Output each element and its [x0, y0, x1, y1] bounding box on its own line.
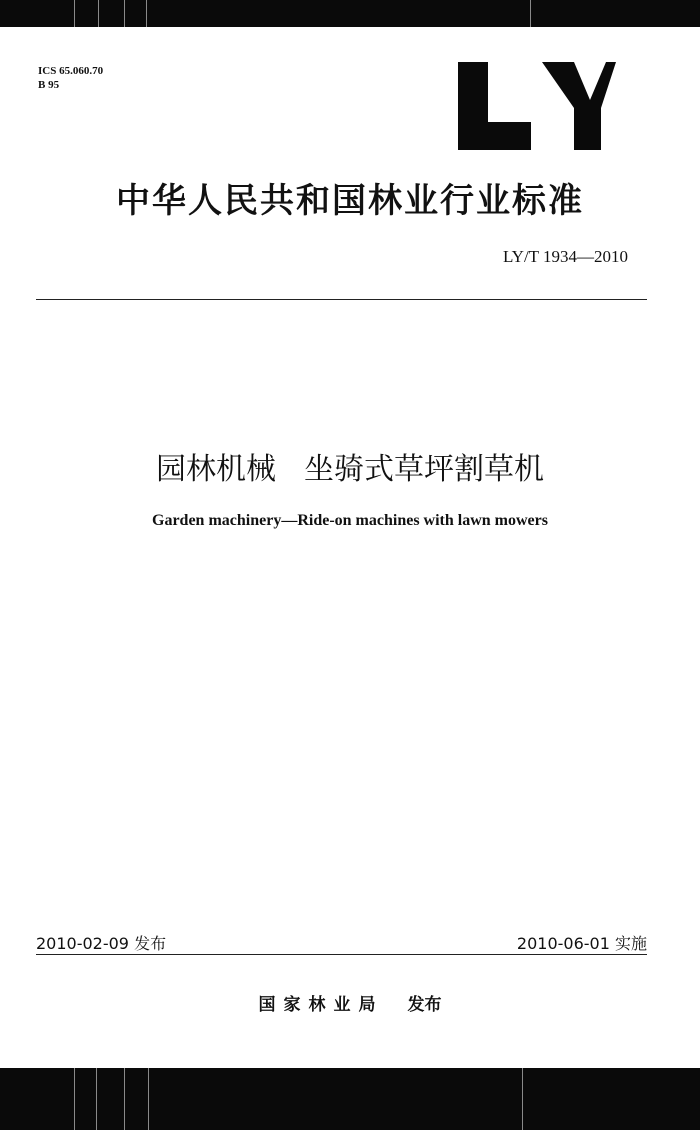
standard-number: LY/T 1934—2010	[502, 247, 628, 266]
title-part-2: 坐骑式草坪割草机	[304, 452, 544, 487]
issuer-action: 发布	[407, 995, 442, 1015]
issuer-org: 国家林业局	[258, 995, 384, 1015]
english-title: Garden machinery—Ride-on machines with lawn mowers	[152, 512, 548, 529]
classification-codes	[38, 64, 103, 92]
logo-text	[618, 60, 619, 61]
ccs-code: B 95	[38, 79, 60, 91]
scan-bottom-border	[0, 1068, 700, 1130]
scan-top-border	[0, 0, 700, 27]
implementation-date: 2010-06-01 实施	[516, 934, 647, 953]
issuer-line	[0, 990, 700, 1015]
footer-divider	[36, 954, 647, 955]
chinese-title	[0, 444, 700, 488]
ics-code: ICS 65.060.70	[38, 65, 104, 77]
ly-logo	[456, 60, 618, 152]
header-divider	[36, 299, 647, 300]
issue-date: 2010-02-09 发布	[36, 934, 167, 953]
standard-type-title: 中华人民共和国林业行业标准	[116, 181, 584, 221]
title-part-1: 园林机械	[156, 452, 276, 487]
